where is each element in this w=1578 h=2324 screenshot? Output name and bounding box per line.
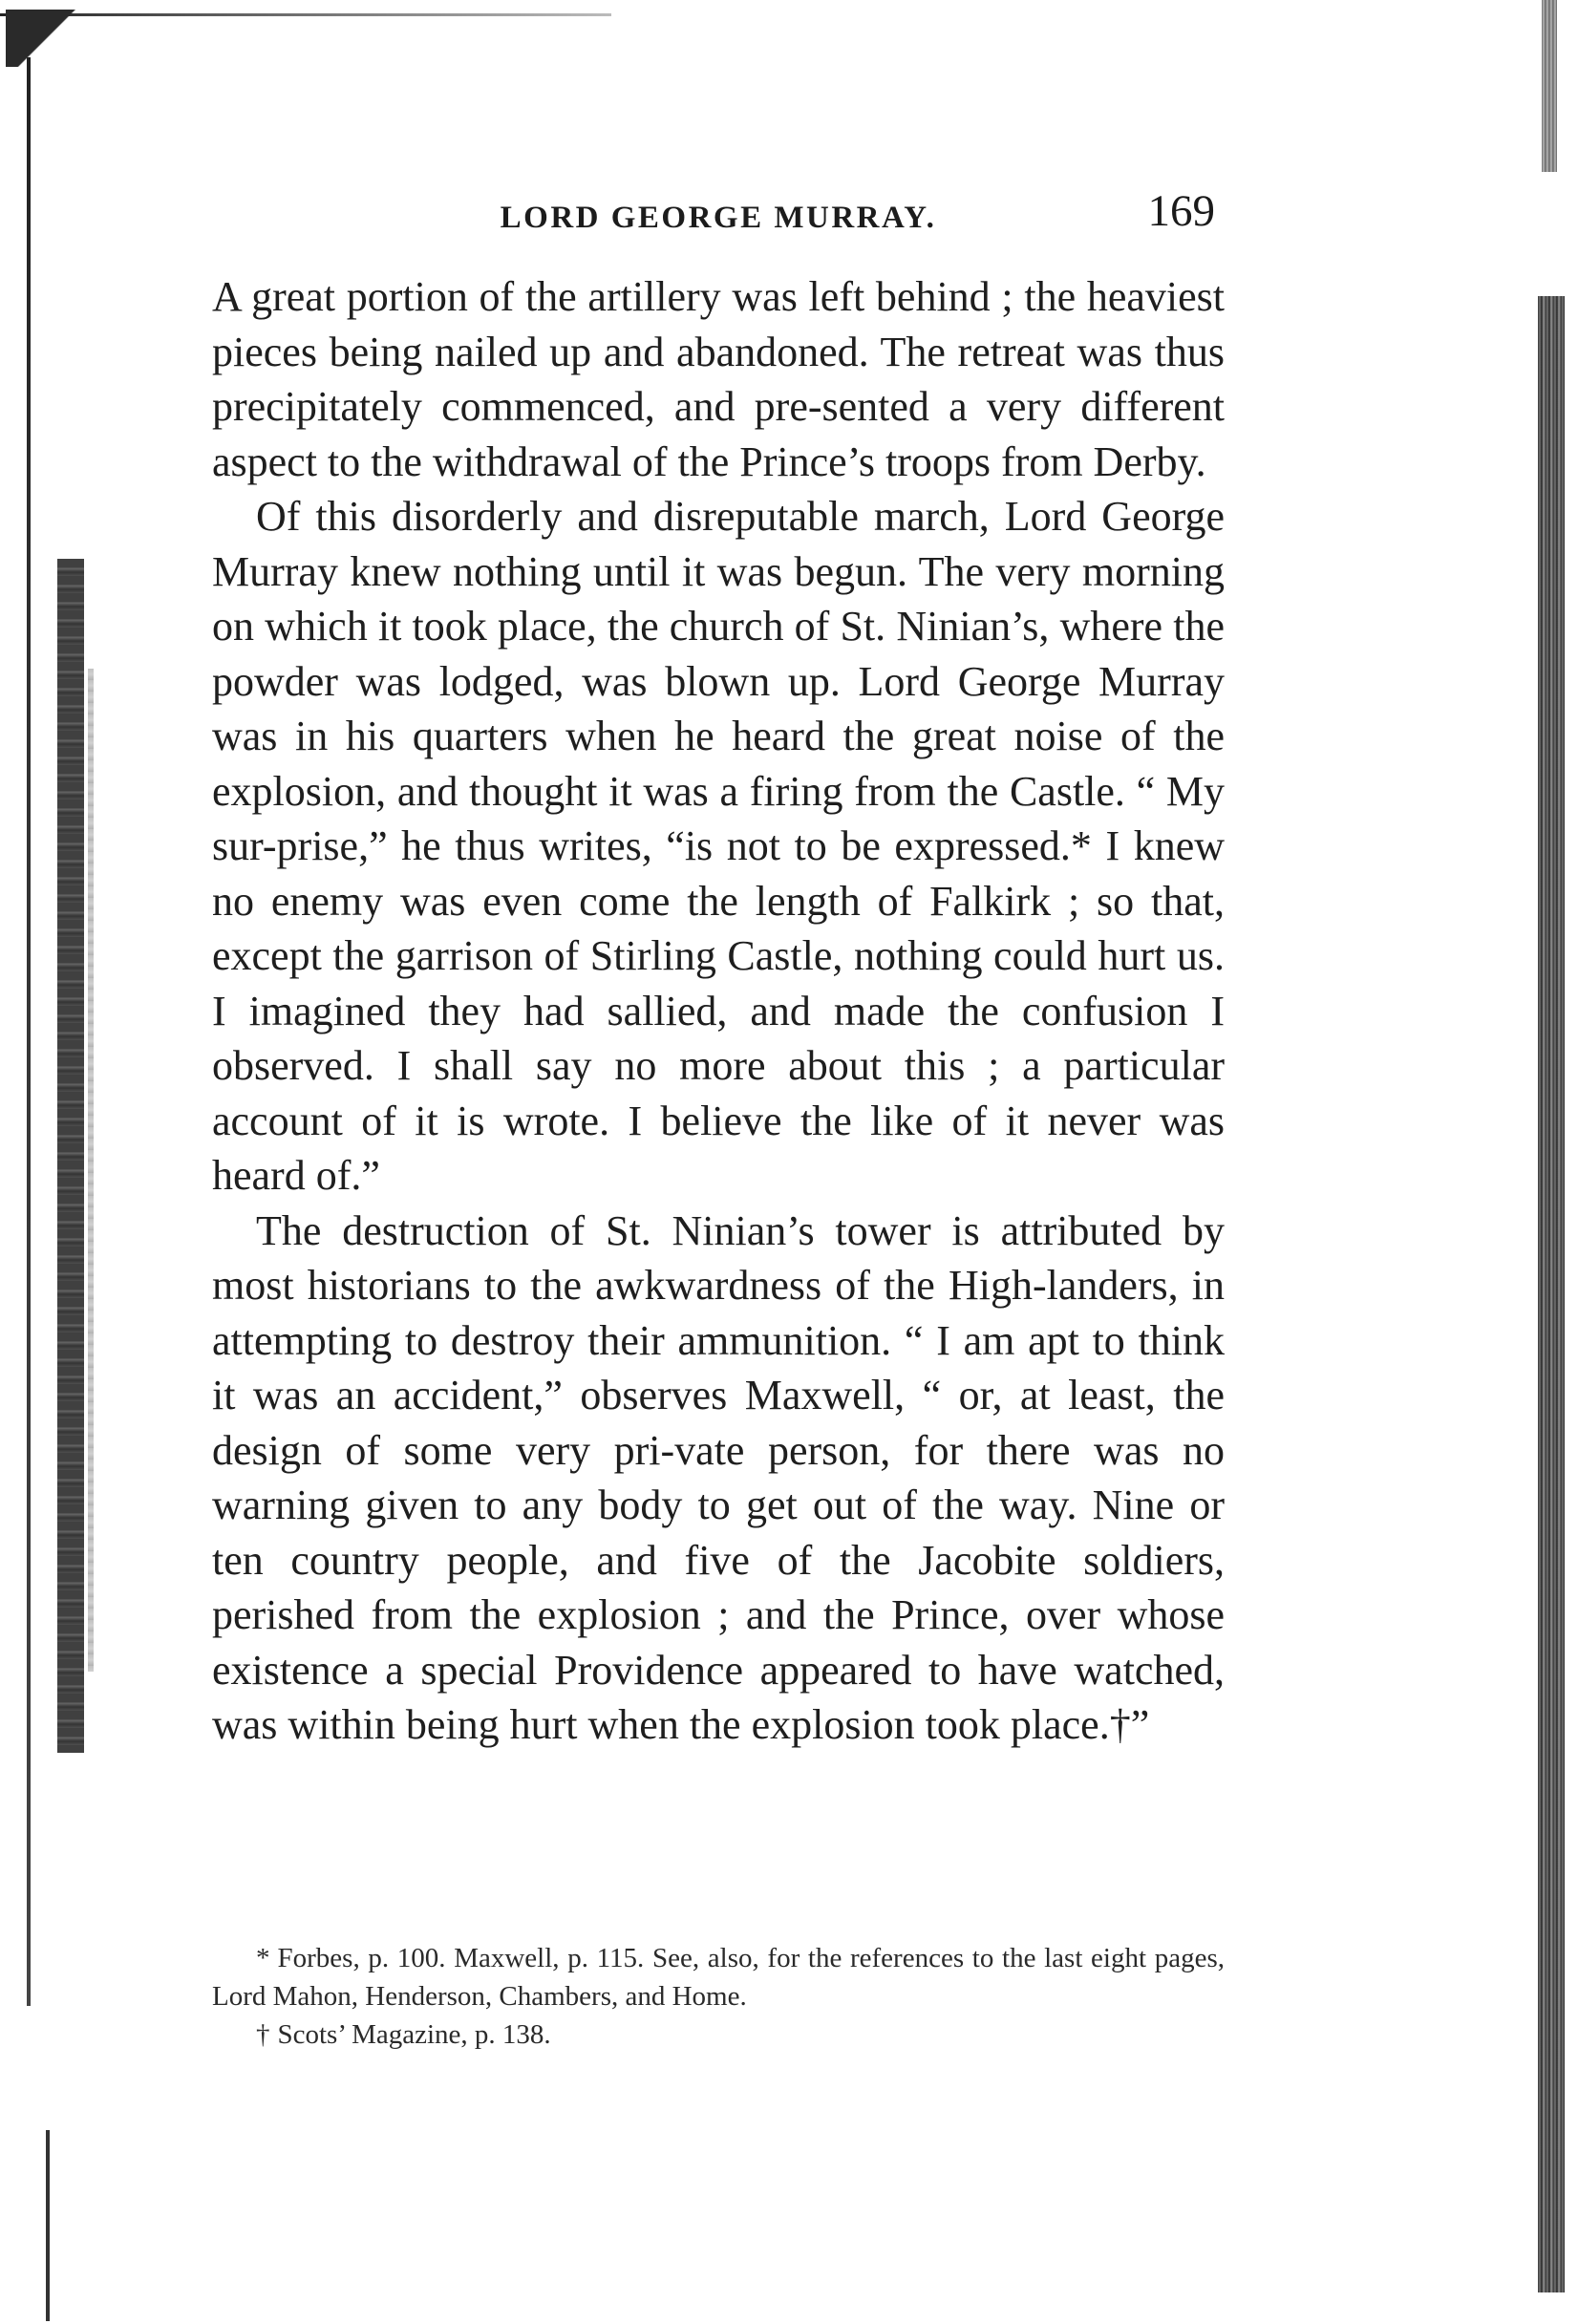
footnote-text: Scots’ Magazine, p. 138. bbox=[277, 2019, 551, 2050]
running-title: LORD GEORGE MURRAY. bbox=[500, 201, 937, 235]
footnote-text: Forbes, p. 100. Maxwell, p. 115. See, also, for the references to the last eight pages, Lord Mahon, Henderson, Chambers, and Home. bbox=[212, 1943, 1225, 2012]
scan-binding-edge-left bbox=[27, 57, 31, 2006]
footnote-scots-magazine bbox=[212, 2015, 1225, 2054]
footnotes bbox=[212, 1939, 1225, 2054]
footnote-mark: * bbox=[256, 1943, 270, 1973]
scan-shadow-smear-faint bbox=[88, 669, 94, 1672]
footnote-forbes bbox=[212, 1939, 1225, 2015]
scan-page-edge-right-top bbox=[1542, 0, 1557, 172]
paragraph-artillery-retreat: A great portion of the artillery was left behind ; the heaviest pieces being nailed up and abandoned. The retreat was thus precipitately commenced, and pre-sented a very different aspect to the withdrawal of the Prince’s troops from Derby. bbox=[212, 273, 1225, 485]
footnote-mark: † bbox=[256, 2019, 270, 2050]
paragraph-disorderly-march: Of this disorderly and disreputable march, Lord George Murray knew nothing until it was begun. The very morning on which it took place, the church of St. Ninian’s, where the powder was lodged, was blown up. Lord George Murray was in his quarters when he heard the great noise of the explosion, and thought it was a firing from the Castle. “ My sur-prise,” he thus writes, “is not to be expressed.* I knew no enemy was even come the length of Falkirk ; so that, except the garrison of Stirling Castle, nothing could hurt us. I imagined they had sallied, and made the confusion I observed. I shall say no more about this ; a particular account of it is wrote. I believe the like of it never was heard of.” bbox=[212, 493, 1225, 1199]
scan-page-edge-right bbox=[1538, 296, 1565, 2292]
scan-shadow-smear bbox=[57, 559, 84, 1753]
scan-binding-edge-left-lower bbox=[46, 2130, 50, 2321]
running-head bbox=[212, 172, 1225, 248]
body-text bbox=[212, 269, 1225, 1753]
page-number: 169 bbox=[1147, 186, 1215, 236]
paragraph-st-ninians-tower: The destruction of St. Ninian’s tower is attributed by most historians to the awkwardness of the High-landers, in attempting to destroy their ammunition. “ I am apt to think it was an accident,” observes Maxwell, “ or, at least, the design of some very pri-vate person, for there was no warning given to any body to get out of the way. Nine or ten country people, and five of the Jacobite soldiers, perished from the explosion ; and the Prince, over whose existence a special Providence appeared to have watched, was within being hurt when the explosion took place.†” bbox=[212, 1206, 1225, 1748]
